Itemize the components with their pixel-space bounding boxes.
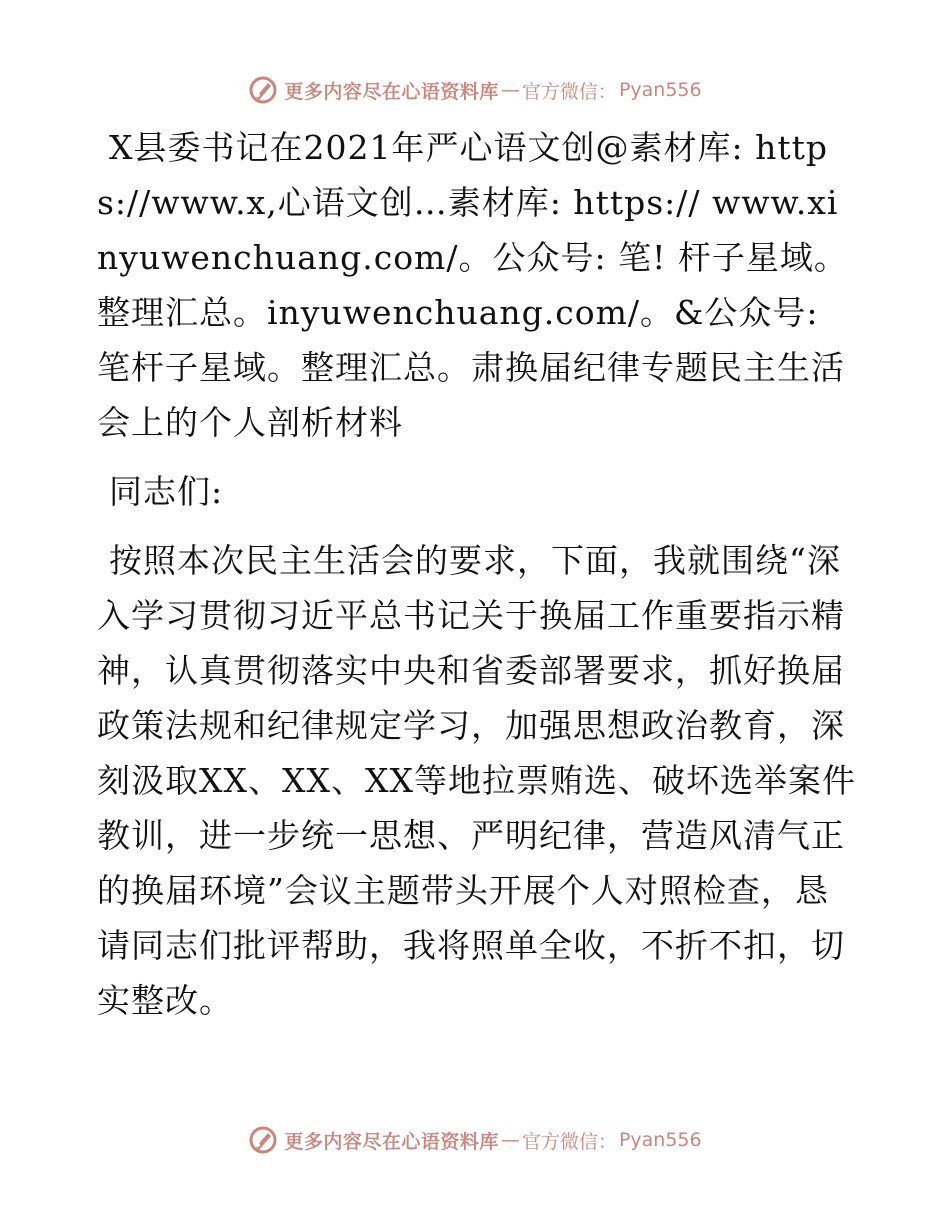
header-watermark-banner [0, 70, 950, 110]
pen-circle-logo-icon [248, 75, 278, 105]
banner-wechat-id: Pyan556 [618, 79, 702, 101]
document-body [97, 120, 857, 1042]
banner-official-label: 官方微信： [521, 1130, 617, 1153]
footer-watermark-banner [0, 1120, 950, 1160]
banner-site-text: 更多内容尽在心语资料库 [284, 80, 499, 103]
banner-official-label: 官方微信： [521, 80, 617, 103]
banner-site-text: 更多内容尽在心语资料库 [284, 1130, 499, 1153]
banner-separator: — [500, 1129, 520, 1151]
pen-circle-logo-icon [248, 1125, 278, 1155]
document-title-paragraph: X县委书记在2021年严心语文创@素材库: https://www.x,心语文创…素材库: https:// www.xinyuwenchuang.com/。公众号: 笔! 杆子星域。整理汇总。inyuwenchuang.com/。&公众号: 笔杆子星域。整理汇总。肃换届纪律专题民主生活会上的个人剖析材料 [97, 128, 848, 442]
greeting: 同志们: [109, 472, 224, 511]
banner-wechat-id: Pyan556 [618, 1129, 702, 1151]
banner-separator: — [500, 79, 520, 101]
body-paragraph: 按照本次民主生活会的要求，下面，我就围绕“深入学习贯彻习近平总书记关于换届工作重要指示精神，认真贯彻落实中央和省委部署要求，抓好换届政策法规和纪律规定学习，加强思想政治教育，深刻汲取XX、XX、XX等地拉票贿选、破坏选举案件教训，进一步统一思想、严明纪律，营造风清气正的换届环境”会议主题带头开展个人对照检查，恳请同志们批评帮助，我将照单全收，不折不扣，切实整改。 [97, 541, 856, 1020]
